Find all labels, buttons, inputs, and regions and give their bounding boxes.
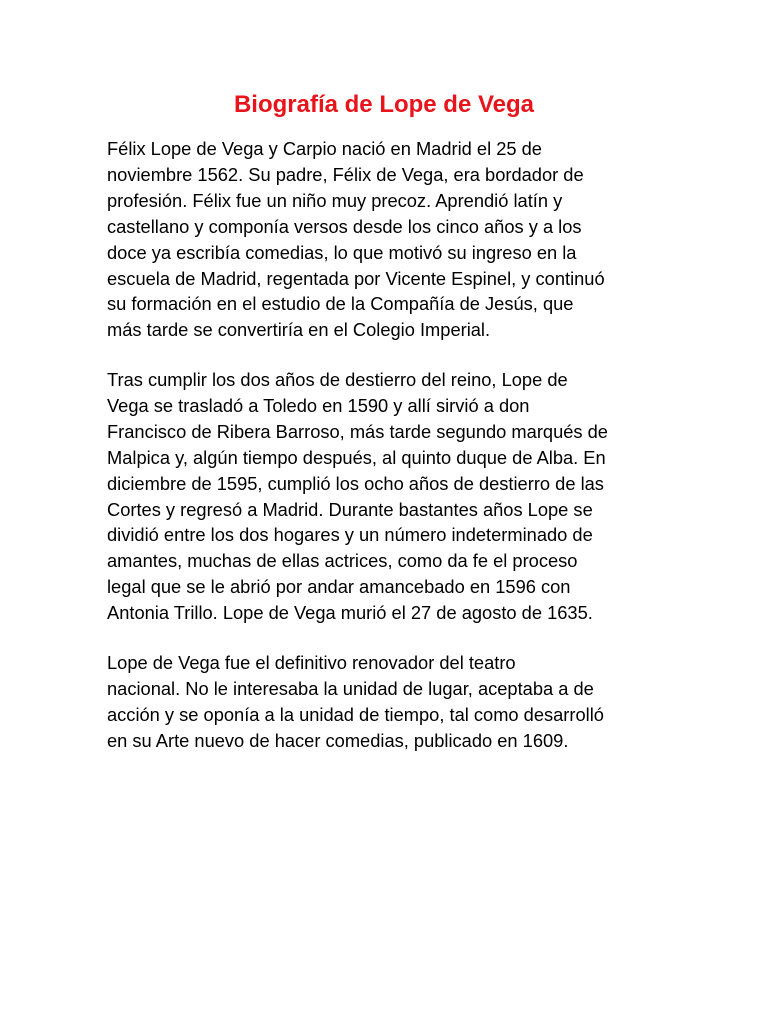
paragraph-line: Félix Lope de Vega y Carpio nació en Madrid el 25 de xyxy=(107,138,542,159)
document-title: Biografía de Lope de Vega xyxy=(233,91,535,118)
paragraph-line: Vega se trasladó a Toledo en 1590 y allí sirvió a don xyxy=(107,394,530,416)
paragraph-line: dividió entre los dos hogares y un número indeterminado de xyxy=(107,524,593,546)
paragraph-line: profesión. Félix fue un niño muy precoz. Aprendió latín y xyxy=(107,189,563,211)
paragraph-line: Lope de Vega fue el definitivo renovador del teatro xyxy=(107,652,516,673)
paragraph-line: Antonia Trillo. Lope de Vega murió el 27 de agosto de 1635. xyxy=(107,602,593,624)
paragraph-line: más tarde se convertiría en el Colegio Imperial. xyxy=(107,319,491,341)
paragraph-2 xyxy=(107,367,667,626)
paragraph-line: Tras cumplir los dos años de destierro del reino, Lope de xyxy=(107,369,568,390)
paragraph-line: escuela de Madrid, regentada por Vicente Espinel, y continuó xyxy=(107,267,605,289)
paragraph-line: diciembre de 1595, cumplió los ocho años de destierro de las xyxy=(107,472,604,494)
paragraph-line: su formación en el estudio de la Compañía de Jesús, que xyxy=(107,293,574,315)
paragraph-line: noviembre 1562. Su padre, Félix de Vega, era bordador de xyxy=(107,163,584,185)
paragraph-line: Malpica y, algún tiempo después, al quinto duque de Alba. En xyxy=(107,446,606,468)
paragraph-line: Francisco de Ribera Barroso, más tarde segundo marqués de xyxy=(107,420,608,442)
paragraph-line: amantes, muchas de ellas actrices, como da fe el proceso xyxy=(107,550,578,572)
paragraph-line: en su Arte nuevo de hacer comedias, publicado en 1609. xyxy=(107,729,569,751)
paragraph-line: acción y se oponía a la unidad de tiempo, tal como desarrolló xyxy=(107,703,604,725)
paragraph-line: Cortes y regresó a Madrid. Durante bastantes años Lope se xyxy=(107,498,593,520)
paragraph-line: legal que se le abrió por andar amancebado en 1596 con xyxy=(107,576,571,598)
paragraph-line: nacional. No le interesaba la unidad de lugar, aceptaba a de xyxy=(107,677,594,699)
paragraph-1 xyxy=(107,136,667,343)
paragraph-line: doce ya escribía comedias, lo que motivó su ingreso en la xyxy=(107,241,577,263)
paragraph-3 xyxy=(107,650,667,754)
paragraph-line: castellano y componía versos desde los cinco años y a los xyxy=(107,215,582,237)
